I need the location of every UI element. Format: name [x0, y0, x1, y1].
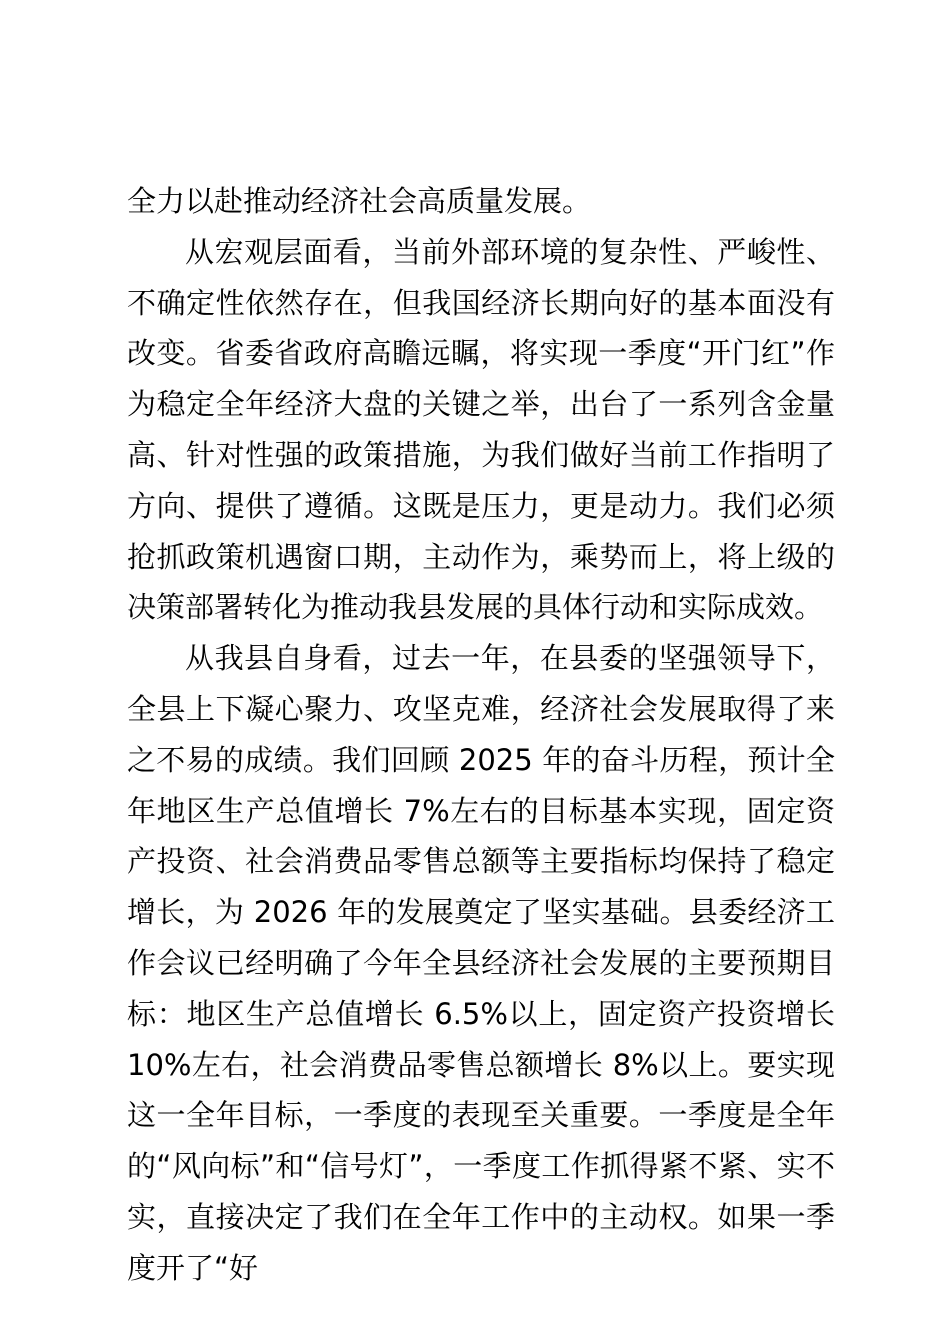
document-body — [127, 176, 835, 1294]
paragraph-macro-environment: 从宏观层面看，当前外部环境的复杂性、严峻性、不确定性依然存在，但我国经济长期向好的基本面没有改变。省委省政府高瞻远瞩，将实现一季度“开门红”作为稳定全年经济大盘的关键之举，出台了一系列含金量高、针对性强的政策措施，为我们做好当前工作指明了方向、提供了遵循。这既是压力，更是动力。我们必须抢抓政策机遇窗口期，主动作为，乘势而上，将上级的决策部署转化为推动我县发展的具体行动和实际成效。 — [127, 234, 835, 625]
paragraph-county-situation: 从我县自身看，过去一年，在县委的坚强领导下，全县上下凝心聚力、攻坚克难，经济社会发展取得了来之不易的成绩。我们回顾 2025 年的奋斗历程，预计全年地区生产总值增长 7%左右的目标基本实现，固定资产投资、社会消费品零售总额等主要指标均保持了稳定增长，为 2026 年的发展奠定了坚实基础。县委经济工作会议已经明确了今年全县经济社会发展的主要预期目标：地区生产总值增长 6.5%以上，固定资产投资增长 10%左右，社会消费品零售总额增长 8%以上。要实现这一全年目标，一季度的表现至关重要。一季度是全年的“风向标”和“信号灯”，一季度工作抓得紧不紧、实不实，直接决定了我们在全年工作中的主动权。如果一季度开了“好 — [127, 641, 835, 1285]
paragraph-continuation: 全力以赴推动经济社会高质量发展。 — [127, 184, 592, 218]
